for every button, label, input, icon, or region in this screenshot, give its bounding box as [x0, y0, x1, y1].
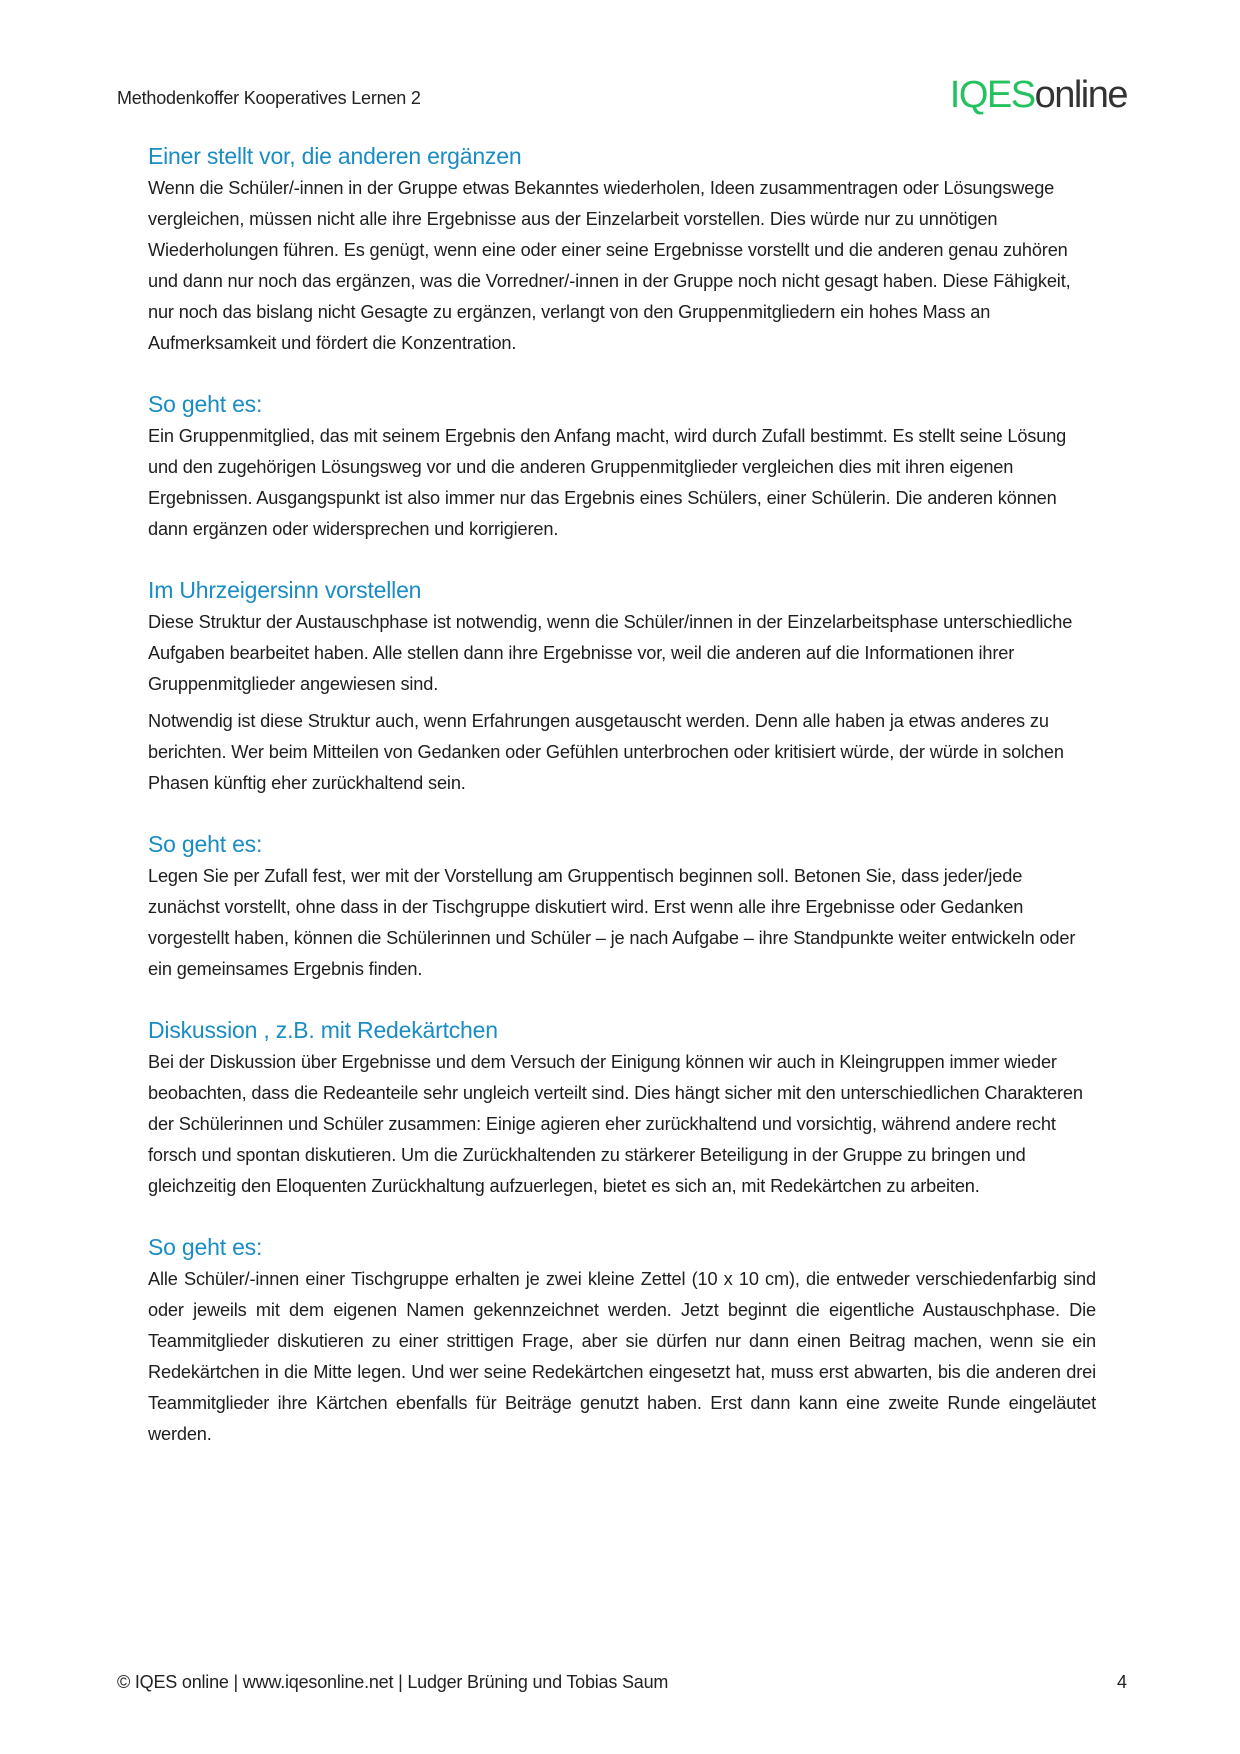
page-header — [117, 74, 1127, 122]
document-title: Methodenkoffer Kooperatives Lernen 2 — [117, 88, 421, 108]
section-heading: So geht es: — [148, 391, 263, 417]
logo-suffix: online — [1034, 74, 1127, 116]
section-paragraph: Alle Schüler/-innen einer Tischgruppe erhalten je zwei kleine Zettel (10 x 10 cm), die entweder verschiedenfarbig sind oder jeweils mit dem eigenen Namen gekennzeichnet werden. Jetzt beginnt die eigentliche Austauschphase. Die Teammitglieder diskutieren zu einer strittigen Frage, aber sie dürfen nur dann einen Beitrag machen, wenn sie ein Redekärtchen in die Mitte legen. Und wer seine Redekärtchen eingesetzt hat, muss erst abwarten, bis die anderen drei Teammitglieder ihre Kärtchen ebenfalls für Beiträge genutzt haben. Erst dann kann eine zweite Runde eingeläutet werden. — [148, 1269, 1096, 1444]
logo-brand: IQES — [949, 74, 1035, 116]
section-diskussion-redekaertchen — [148, 1013, 1096, 1202]
section-so-geht-es-3 — [148, 1230, 1096, 1450]
page-content — [148, 139, 1096, 1450]
section-im-uhrzeigersinn — [148, 573, 1096, 799]
section-paragraph: Bei der Diskussion über Ergebnisse und dem Versuch der Einigung können wir auch in Kleingruppen immer wieder beobachten, dass die Redeanteile sehr ungleich verteilt sind. Dies hängt sicher mit den unterschiedlichen Charakteren der Schülerinnen und Schüler zusammen: Einige agieren eher zurückhaltend und vorsichtig, während andere recht forsch und spontan diskutieren. Um die Zurückhaltenden zu stärkerer Beteiligung in der Gruppe zu bringen und gleichzeitig den Eloquenten Zurückhaltung aufzuerlegen, bietet es sich an, mit Redekärtchen zu arbeiten. — [148, 1052, 1083, 1196]
section-einer-stellt-vor — [148, 139, 1096, 359]
section-heading: So geht es: — [148, 831, 263, 857]
section-paragraph: Ein Gruppenmitglied, das mit seinem Ergebnis den Anfang macht, wird durch Zufall bestimmt. Es stellt seine Lösung und den zugehörigen Lösungsweg vor und die anderen Gruppenmitglieder vergleichen dies mit ihren eigenen Ergebnissen. Ausgangspunkt ist also immer nur das Ergebnis eines Schülers, einer Schülerin. Die anderen können dann ergänzen oder widersprechen und korrigieren. — [148, 426, 1067, 539]
section-heading: Einer stellt vor, die anderen ergänzen — [148, 143, 522, 169]
section-so-geht-es-2 — [148, 827, 1096, 985]
section-heading: So geht es: — [148, 1234, 263, 1260]
section-paragraph: Wenn die Schüler/-innen in der Gruppe etwas Bekanntes wiederholen, Ideen zusammentragen oder Lösungswege vergleichen, müssen nicht alle ihre Ergebnisse aus der Einzelarbeit vorstellen. Dies würde nur zu unnötigen Wiederholungen führen. Es genügt, wenn eine oder einer seine Ergebnisse vorstellt und die anderen genau zuhören und dann nur noch das ergänzen, was die Vorredner/-innen in der Gruppe noch nicht gesagt haben. Diese Fähigkeit, nur noch das bislang nicht Gesagte zu ergänzen, verlangt von den Gruppenmitgliedern ein hohes Mass an Aufmerksamkeit und fördert die Konzentration. — [148, 178, 1071, 353]
footer-copyright: © IQES online | www.iqesonline.net | Ludger Brüning und Tobias Saum — [117, 1672, 669, 1692]
iqes-online-logo — [950, 76, 1127, 114]
section-so-geht-es-1 — [148, 387, 1096, 545]
section-paragraph: Legen Sie per Zufall fest, wer mit der Vorstellung am Gruppentisch beginnen soll. Betonen Sie, dass jeder/jede zunächst vorstellt, ohne dass in der Tischgruppe diskutiert wird. Erst wenn alle ihre Ergebnisse oder Gedanken vorgestellt haben, können die Schülerinnen und Schüler – je nach Aufgabe – ihre Standpunkte weiter entwickeln oder ein gemeinsames Ergebnis finden. — [148, 866, 1076, 979]
page-number: 4 — [1116, 1672, 1127, 1692]
section-heading: Im Uhrzeigersinn vorstellen — [148, 577, 422, 603]
section-paragraph: Notwendig ist diese Struktur auch, wenn Erfahrungen ausgetauscht werden. Denn alle haben ja etwas anderes zu berichten. Wer beim Mitteilen von Gedanken oder Gefühlen unterbrochen oder kritisiert würde, der würde in solchen Phasen künftig eher zurückhaltend sein. — [148, 711, 1064, 793]
section-paragraph: Diese Struktur der Austauschphase ist notwendig, wenn die Schüler/innen in der Einzelarbeitsphase unterschiedliche Aufgaben bearbeitet haben. Alle stellen dann ihre Ergebnisse vor, weil die anderen auf die Informationen ihrer Gruppenmitglieder angewiesen sind. — [148, 612, 1073, 694]
section-heading: Diskussion , z.B. mit Redekärtchen — [148, 1017, 498, 1043]
